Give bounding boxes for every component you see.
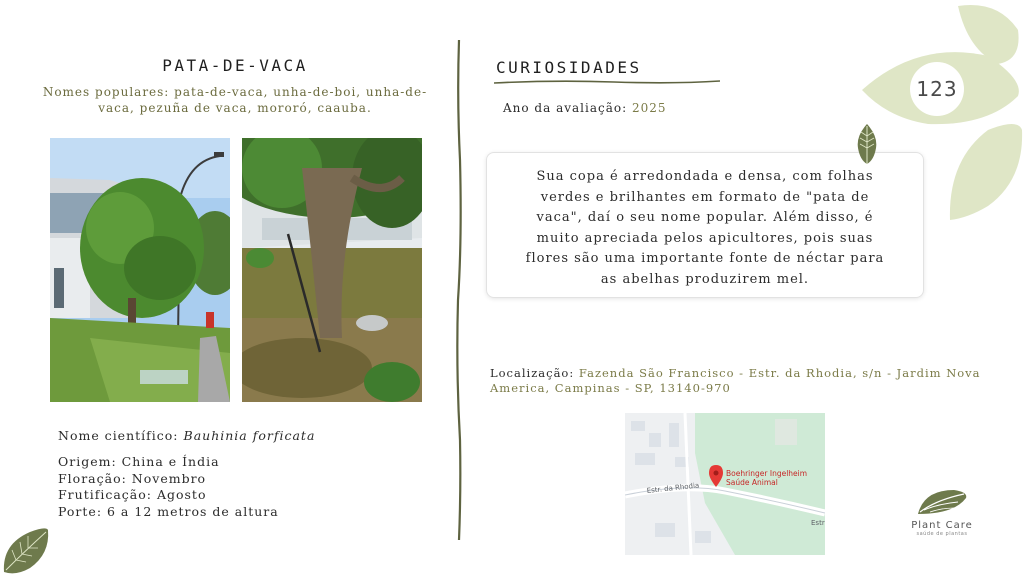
fruiting: Frutificação: Agosto <box>58 487 207 502</box>
logo-tagline: saúde de plantas <box>916 531 968 537</box>
location-value: Fazenda São Francisco - Estr. da Rhodia, s/n - Jardim Nova America, Campinas - SP, 13140-970 <box>490 366 981 395</box>
map-pin-label: Boehringer Ingelheim <box>726 469 808 478</box>
page-number: 123 <box>910 62 964 116</box>
plant-care-logo <box>900 486 984 546</box>
evaluation-year <box>503 101 667 115</box>
tree-photo-full <box>50 138 230 402</box>
leaf-icon <box>852 122 882 166</box>
popular-names: Nomes populares: pata-de-vaca, unha-de-boi, unha-de-vaca, pezuña de vaca, mororó, caauba. <box>42 85 428 115</box>
plant-size: Porte: 6 a 12 metros de altura <box>58 503 279 519</box>
flowering: Floração: Novembro <box>58 470 207 486</box>
location-map[interactable] <box>625 413 825 555</box>
map-road-label: Estr. da Rhodia <box>646 481 700 495</box>
year-label: Ano da avaliação: <box>503 101 628 115</box>
map-pin-sublabel: Saúde Animal <box>726 478 778 487</box>
logo-leaf-icon <box>914 486 970 518</box>
plant-facts <box>58 454 279 520</box>
scientific-name-line <box>58 428 315 443</box>
title-underline <box>494 78 720 86</box>
location-label: Localização: <box>490 366 575 380</box>
curiosities-title: CURIOSIDADES <box>496 58 642 77</box>
curiosity-text: Sua copa é arredondada e densa, com folhas verdes e brilhantes em formato de "pata de vaca", daí o seu nome popular. Além disso, é muito apreciada pelos apicultores, pois suas flores são uma importante fonte de néctar para as abelhas produzirem mel. <box>525 169 885 287</box>
origin: Origem: China e Índia <box>58 454 220 469</box>
logo-name: Plant Care <box>911 520 973 531</box>
leaf-icon-bottom <box>0 524 52 576</box>
location <box>490 366 990 396</box>
year-value: 2025 <box>631 101 667 115</box>
plant-title: PATA-DE-VACA <box>162 56 308 75</box>
vertical-divider <box>453 40 465 540</box>
tree-trunk-photo <box>242 138 422 402</box>
scientific-name: Bauhinia forficata <box>183 428 316 443</box>
map-road-label-2: Estr <box>811 519 825 527</box>
scientific-name-label: Nome científico: <box>58 428 179 443</box>
